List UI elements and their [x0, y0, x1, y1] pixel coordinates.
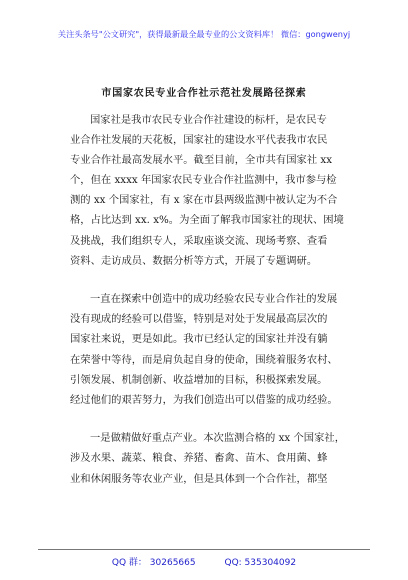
text-line: 格，占比达到 xx. x%。为全面了解我市国家社的现状、困境	[70, 214, 344, 227]
footer-qq: QQ: 535304092	[224, 558, 297, 568]
text-line: 在荣誉中等待，而是肩负起自身的使命，围绕着服务农村、	[70, 353, 338, 366]
paragraph-3	[70, 428, 360, 488]
text-line: 资料、走访成员、数据分析等方式，开展了专题调研。	[70, 254, 318, 267]
text-line: 没有现成的经验可以借鉴，特别是对处于发展最高层次的	[70, 313, 328, 326]
text-line: 测的 xx 个国家社，有 x 家在市县两级监测中被认定为不合	[70, 194, 338, 207]
text-line: 一直在探索中创造中的成功经验农民专业合作社的发展	[90, 293, 338, 306]
text-line: 一是做精做好重点产业。本次监测合格的 xx 个国家社，	[90, 432, 345, 445]
paragraph-1	[70, 110, 360, 271]
text-line: 业和休闲服务等农业产业，但是具体到一个合作社，都坚	[70, 472, 328, 485]
text-line: 及挑战，我们组织专人，采取座谈交流、现场考察、查看	[70, 234, 328, 247]
footer-divider	[38, 549, 370, 550]
text-line: 个，但在 xxxx 年国家农民专业合作社监测中，我市参与检	[70, 174, 337, 187]
document-title: 市国家农民专业合作社示范社发展路径探索	[101, 88, 307, 99]
text-line: 涉及水果、蔬菜、粮食、养猪、畜禽、苗木、食用菌、蜂	[70, 452, 328, 465]
footer-qq-group: QQ 群： 30265665	[111, 558, 196, 568]
header-banner: 关注头条号"公文研究"，获得最新最全最专业的公文资料库！ 微信：gongwenyj	[57, 29, 351, 39]
paragraph-2	[70, 289, 360, 410]
footer	[0, 555, 408, 568]
text-line: 引领发展、机制创新、收益增加的目标，积极探索发展。	[70, 373, 328, 386]
text-line: 国家社来说，更是如此。我市已经认定的国家社并没有躺	[70, 333, 328, 346]
text-line: 业合作社发展的天花板，国家社的建设水平代表我市农民	[70, 134, 328, 147]
text-line: 国家社是我市农民专业合作社建设的标杆，是农民专	[90, 114, 327, 126]
document-body	[70, 110, 360, 507]
text-line: 专业合作社最高发展水平。截至目前，全市共有国家社 xx	[70, 154, 333, 167]
text-line: 经过他们的艰苦努力，为我们创造出可以借鉴的成功经验。	[70, 393, 338, 406]
